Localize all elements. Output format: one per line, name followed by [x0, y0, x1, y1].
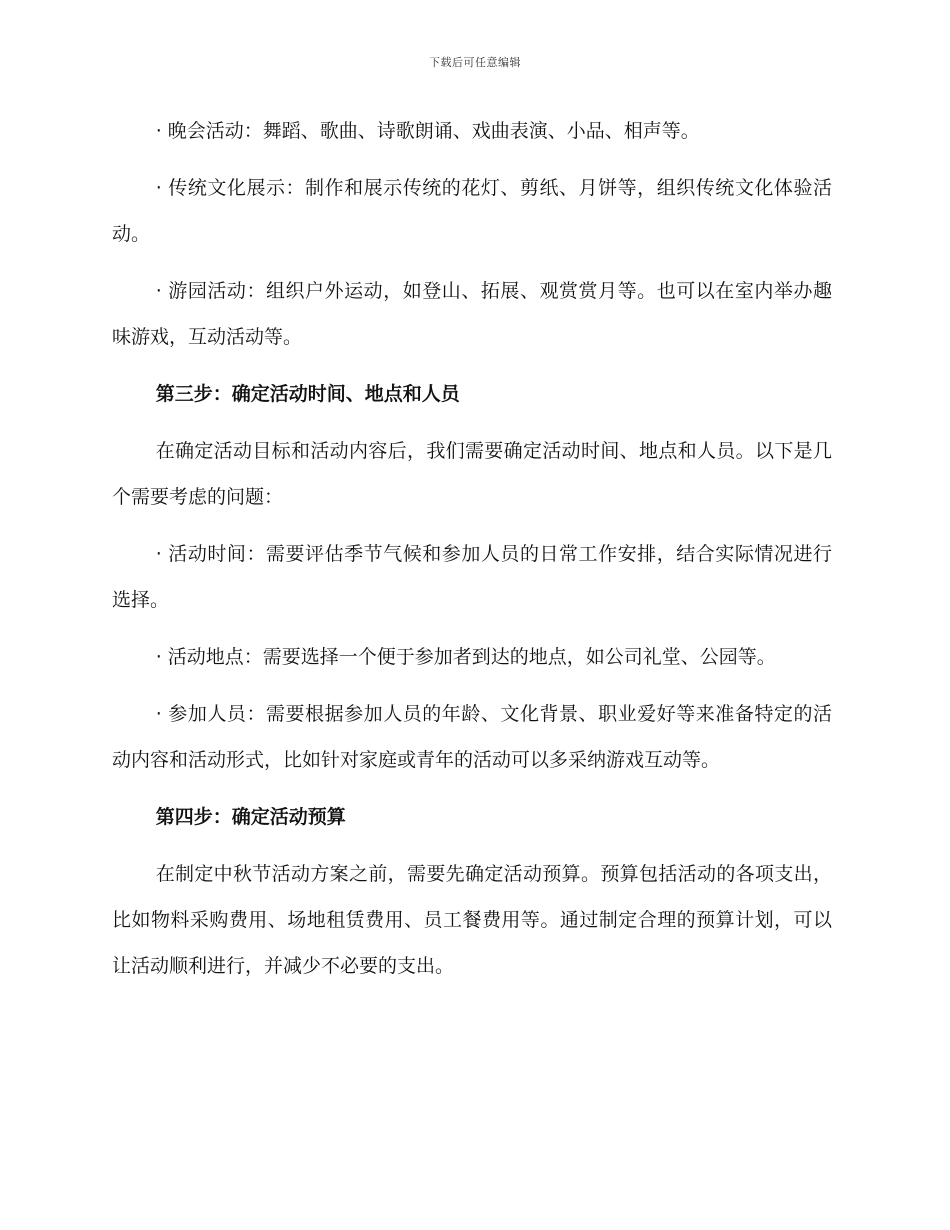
paragraph-step4-budget: 在制定中秋节活动方案之前，需要先确定活动预算。预算包括活动的各项支出，比如物料采购费用、场地租赁费用、员工餐费用等。通过制定合理的预算计划，可以让活动顺利进行，并减少不必要的支出。	[112, 863, 832, 977]
section-heading-step4: 第四步：确定活动预算	[155, 806, 346, 828]
page-header: 下载后可任意编辑	[429, 56, 521, 69]
section-heading-step3: 第三步：确定活动时间、地点和人员	[155, 383, 460, 405]
bullet-activity-time: · 活动时间：需要评估季节气候和参加人员的日常工作安排，结合实际情况进行选择。	[112, 543, 832, 611]
bullet-garden-activities: · 游园活动：组织户外运动，如登山、拓展、观赏赏月等。也可以在室内举办趣味游戏，互动活动等。	[112, 280, 832, 348]
bullet-activity-location: · 活动地点：需要选择一个便于参加者到达的地点，如公司礼堂、公园等。	[155, 646, 776, 668]
bullet-evening-activities: · 晚会活动：舞蹈、歌曲、诗歌朗诵、戏曲表演、小品、相声等。	[155, 120, 700, 142]
paragraph-step3-intro: 在确定活动目标和活动内容后，我们需要确定活动时间、地点和人员。以下是几个需要考虑的问题：	[112, 440, 832, 508]
bullet-traditional-culture: · 传统文化展示：制作和展示传统的花灯、剪纸、月饼等，组织传统文化体验活动。	[112, 177, 832, 245]
document-body	[112, 108, 832, 1000]
bullet-participants: · 参加人员：需要根据参加人员的年龄、文化背景、职业爱好等来准备特定的活动内容和活动形式，比如针对家庭或青年的活动可以多采纳游戏互动等。	[112, 703, 832, 771]
